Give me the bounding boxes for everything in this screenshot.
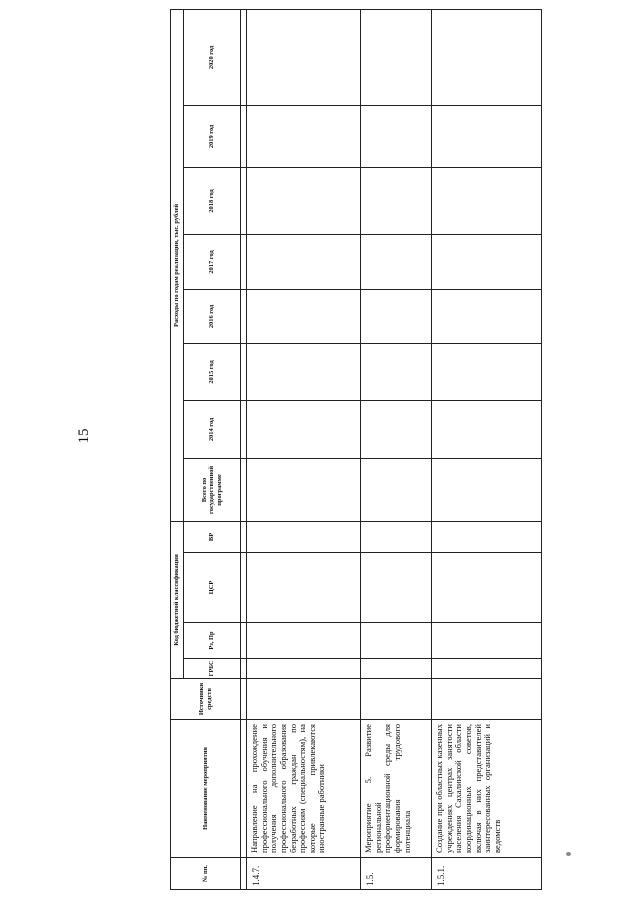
header-year-2018: 2018 год — [184, 167, 241, 234]
header-budget-classification: Код бюджетной классификации — [171, 521, 184, 678]
header-csr: ЦСР — [184, 553, 241, 623]
header-year-2016: 2016 год — [184, 289, 241, 343]
header-vr: ВР — [184, 521, 241, 552]
row-name: Направление на прохождение профессионального обучения и получения дополнительного профессионального образования безработных граждан по профессиям (специальностям), на которые привлекаются иностранные работники — [247, 720, 361, 858]
page-number: 15 — [76, 428, 92, 444]
row-number: 1.4.7. — [247, 858, 361, 890]
header-year-2015: 2015 год — [184, 343, 241, 400]
header-name: Наименование мероприятия — [171, 720, 241, 858]
header-year-2019: 2019 год — [184, 105, 241, 167]
table-row — [247, 9, 361, 889]
program-expenses-table — [170, 9, 542, 890]
table-row — [432, 9, 542, 889]
row-number: 1.5.1. — [432, 858, 542, 890]
row-name: Создание при областных казенных учреждениях центрах занятости населения Сахалинской области координационных советов, включая в них представителей заинтересованных организаций и ведомств — [432, 720, 542, 858]
rotated-table-wrapper — [170, 10, 502, 890]
scan-mark — [566, 852, 571, 856]
header-total: Всего по государственной программе — [184, 458, 241, 521]
header-grbs: ГРБС — [184, 659, 241, 679]
header-year-2014: 2014 год — [184, 400, 241, 458]
header-expenses-by-year: Расходы по годам реализации, тыс. рублей — [171, 9, 184, 521]
table-row — [361, 9, 432, 889]
header-year-2017: 2017 год — [184, 234, 241, 289]
header-source: Источники средств — [171, 679, 241, 720]
header-rzpr: Рз, Пр — [184, 623, 241, 659]
header-num: № пп. — [171, 858, 241, 890]
row-name: Мероприятие 5. Развитие региональной профориентационной среды для формирования трудового потенциала — [361, 720, 432, 858]
header-year-2020: 2020 год — [184, 9, 241, 105]
row-number: 1.5. — [361, 858, 432, 890]
